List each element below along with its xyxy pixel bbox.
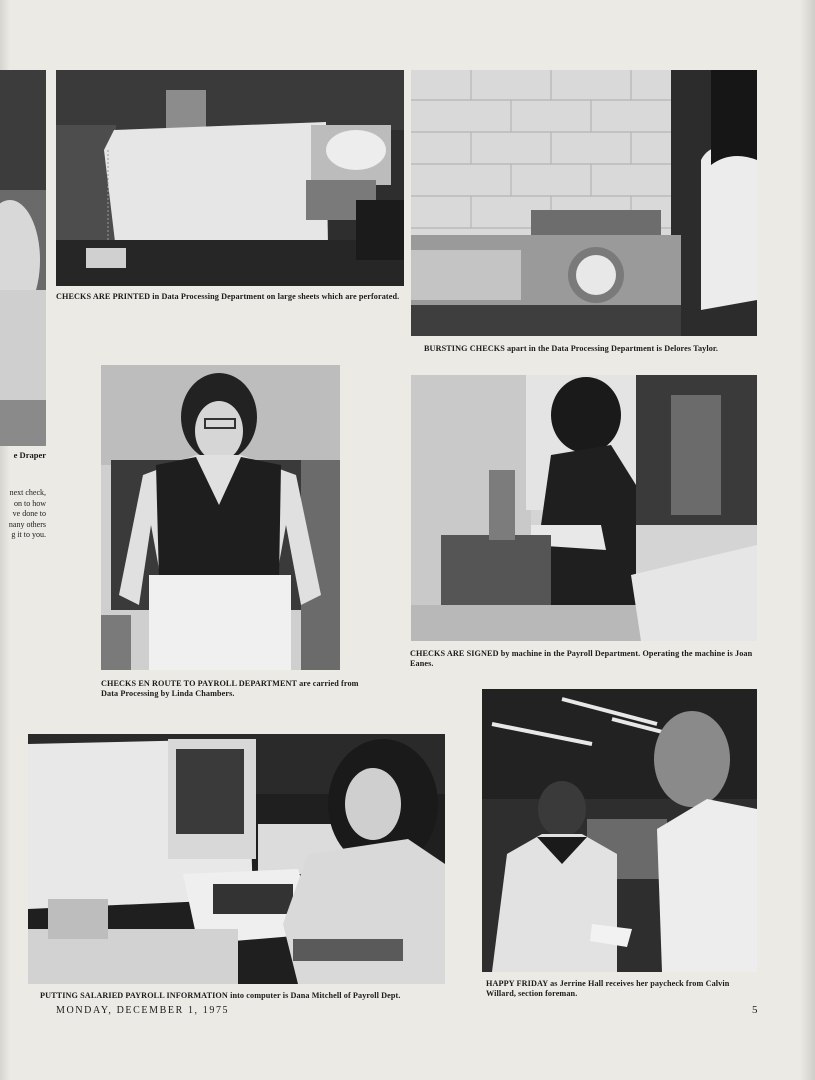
caption-lead: HAPPY FRIDAY bbox=[486, 979, 548, 988]
article-line: nany others bbox=[8, 519, 46, 529]
photo-en-route-payroll bbox=[101, 365, 340, 670]
caption-lead: CHECKS ARE SIGNED bbox=[410, 649, 499, 658]
caption-happy-friday bbox=[486, 979, 758, 999]
photo-happy-friday bbox=[482, 689, 757, 972]
caption-bursting-checks bbox=[424, 344, 764, 354]
caption-lead: PUTTING SALARIED PAYROLL INFORMATION bbox=[40, 991, 228, 1000]
caption-text: by machine in the Payroll Department. Operating the machine is Joan Eanes. bbox=[410, 649, 753, 668]
caption-text: in Data Processing Department on large sheets which are perforated. bbox=[150, 292, 400, 301]
photo-checks-printed bbox=[56, 70, 404, 286]
caption-text: apart in the Data Processing Department is Delores Taylor. bbox=[504, 344, 719, 353]
caption-text: are carried from Data Processing by Linda Chambers. bbox=[101, 679, 359, 698]
article-line: on to how bbox=[14, 498, 46, 508]
photo-checks-signed bbox=[411, 375, 757, 641]
caption-lead: CHECKS EN ROUTE TO PAYROLL DEPARTMENT bbox=[101, 679, 297, 688]
caption-en-route-payroll bbox=[101, 679, 361, 699]
article-line: next check, bbox=[9, 488, 46, 497]
left-cropped-photo bbox=[0, 70, 46, 446]
caption-lead: CHECKS ARE PRINTED bbox=[56, 292, 151, 301]
photo-bursting-checks bbox=[411, 70, 757, 336]
left-caption-fragment: e Draper bbox=[13, 450, 46, 460]
caption-lead: BURSTING CHECKS bbox=[424, 344, 505, 353]
caption-checks-signed bbox=[410, 649, 758, 669]
caption-checks-printed bbox=[56, 292, 406, 302]
footer-date: MONDAY, DECEMBER 1, 1975 bbox=[56, 1005, 230, 1016]
photo-salaried-payroll bbox=[28, 734, 445, 984]
caption-salaried-payroll bbox=[40, 991, 450, 1001]
caption-text: as Jerrine Hall receives her paycheck from Calvin Willard, section foreman. bbox=[486, 979, 730, 998]
article-line: ve done to bbox=[12, 509, 46, 518]
page-number: 5 bbox=[752, 1004, 758, 1016]
caption-text: into computer is Dana Mitchell of Payroll Dept. bbox=[227, 991, 401, 1000]
article-line: g it to you. bbox=[11, 530, 46, 539]
left-article-fragment bbox=[0, 488, 46, 541]
